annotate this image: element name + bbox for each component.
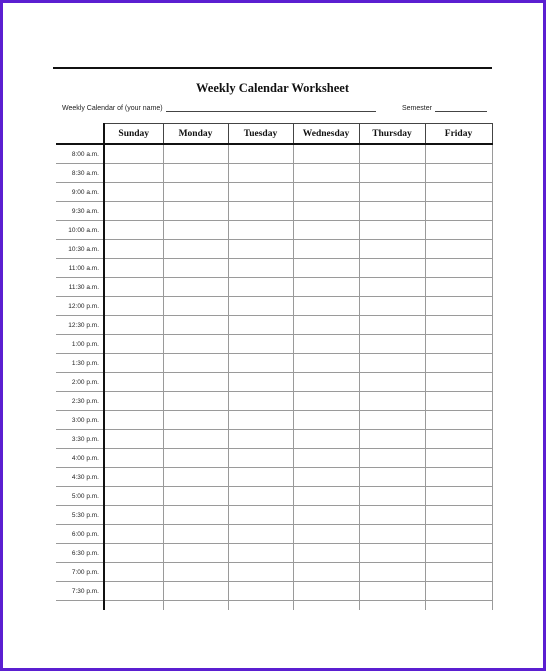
time-slot-row: [56, 430, 492, 449]
slot-cell[interactable]: [228, 144, 293, 164]
day-header: Monday: [163, 124, 228, 145]
slot-cell[interactable]: [163, 297, 228, 316]
slot-cell[interactable]: [104, 411, 163, 430]
slot-cell[interactable]: [425, 183, 492, 202]
slot-cell[interactable]: [104, 544, 163, 563]
slot-cell[interactable]: [104, 582, 163, 601]
time-label: 9:30 a.m.: [56, 202, 104, 221]
slot-cell[interactable]: [425, 430, 492, 449]
slot-cell[interactable]: [425, 544, 492, 563]
slot-cell[interactable]: [104, 259, 163, 278]
slot-cell[interactable]: [425, 259, 492, 278]
slot-cell[interactable]: [359, 240, 425, 259]
slot-cell[interactable]: [293, 354, 359, 373]
slot-cell[interactable]: [228, 183, 293, 202]
slot-cell[interactable]: [293, 164, 359, 183]
slot-cell[interactable]: [163, 430, 228, 449]
slot-cell[interactable]: [293, 430, 359, 449]
slot-cell[interactable]: [293, 487, 359, 506]
time-slot-row: [56, 582, 492, 601]
time-label: 2:30 p.m.: [56, 392, 104, 411]
slot-cell[interactable]: [293, 316, 359, 335]
slot-cell[interactable]: [228, 468, 293, 487]
slot-cell[interactable]: [359, 183, 425, 202]
slot-cell[interactable]: [104, 335, 163, 354]
slot-cell[interactable]: [359, 354, 425, 373]
slot-cell[interactable]: [104, 297, 163, 316]
slot-cell[interactable]: [293, 411, 359, 430]
slot-cell[interactable]: [104, 316, 163, 335]
slot-cell[interactable]: [293, 373, 359, 392]
time-slot-row: [56, 164, 492, 183]
time-slot-row: [56, 468, 492, 487]
top-rule: [53, 67, 492, 69]
name-line[interactable]: [166, 111, 376, 112]
slot-cell[interactable]: [425, 411, 492, 430]
slot-cell[interactable]: [163, 202, 228, 221]
time-label: 2:00 p.m.: [56, 373, 104, 392]
time-slot-row: [56, 221, 492, 240]
slot-cell[interactable]: [425, 506, 492, 525]
slot-cell[interactable]: [104, 354, 163, 373]
semester-field[interactable]: [402, 105, 487, 112]
slot-cell[interactable]: [359, 525, 425, 544]
semester-line[interactable]: [435, 111, 487, 112]
slot-cell[interactable]: [425, 601, 492, 611]
time-label: 12:30 p.m.: [56, 316, 104, 335]
slot-cell[interactable]: [293, 544, 359, 563]
slot-cell[interactable]: [359, 335, 425, 354]
slot-cell[interactable]: [163, 240, 228, 259]
time-label: 7:00 p.m.: [56, 563, 104, 582]
slot-cell[interactable]: [228, 449, 293, 468]
slot-cell[interactable]: [359, 449, 425, 468]
slot-cell[interactable]: [293, 278, 359, 297]
slot-cell[interactable]: [359, 278, 425, 297]
slot-cell[interactable]: [228, 164, 293, 183]
slot-cell[interactable]: [163, 354, 228, 373]
slot-cell[interactable]: [293, 335, 359, 354]
slot-cell[interactable]: [104, 487, 163, 506]
slot-cell[interactable]: [293, 506, 359, 525]
slot-cell[interactable]: [425, 354, 492, 373]
slot-cell[interactable]: [228, 544, 293, 563]
slot-cell[interactable]: [163, 164, 228, 183]
slot-cell[interactable]: [228, 316, 293, 335]
time-slot-row: [56, 601, 492, 611]
slot-cell[interactable]: [228, 582, 293, 601]
time-label: 1:30 p.m.: [56, 354, 104, 373]
day-header: Friday: [425, 124, 492, 145]
slot-cell[interactable]: [293, 582, 359, 601]
slot-cell[interactable]: [104, 164, 163, 183]
slot-cell[interactable]: [228, 430, 293, 449]
time-slot-row: [56, 240, 492, 259]
slot-cell[interactable]: [163, 259, 228, 278]
time-label: 8:00 a.m.: [56, 144, 104, 164]
slot-cell[interactable]: [359, 373, 425, 392]
slot-cell[interactable]: [163, 335, 228, 354]
slot-cell[interactable]: [425, 468, 492, 487]
slot-cell[interactable]: [293, 468, 359, 487]
slot-cell[interactable]: [228, 354, 293, 373]
slot-cell[interactable]: [163, 487, 228, 506]
time-slot-row: [56, 525, 492, 544]
slot-cell[interactable]: [104, 202, 163, 221]
time-slot-row: [56, 316, 492, 335]
slot-cell[interactable]: [104, 144, 163, 164]
slot-cell[interactable]: [163, 221, 228, 240]
slot-cell[interactable]: [163, 468, 228, 487]
slot-cell[interactable]: [163, 582, 228, 601]
name-field[interactable]: [62, 105, 376, 112]
slot-cell[interactable]: [163, 449, 228, 468]
slot-cell[interactable]: [163, 183, 228, 202]
slot-cell[interactable]: [104, 278, 163, 297]
slot-cell[interactable]: [228, 373, 293, 392]
day-header: Thursday: [359, 124, 425, 145]
slot-cell[interactable]: [425, 297, 492, 316]
time-slot-row: [56, 354, 492, 373]
slot-cell[interactable]: [359, 601, 425, 611]
slot-cell[interactable]: [104, 373, 163, 392]
time-slot-row: [56, 506, 492, 525]
semester-label: Semester: [402, 105, 432, 112]
slot-cell[interactable]: [228, 487, 293, 506]
slot-cell[interactable]: [293, 297, 359, 316]
slot-cell[interactable]: [425, 221, 492, 240]
slot-cell[interactable]: [293, 144, 359, 164]
slot-cell[interactable]: [359, 392, 425, 411]
slot-cell[interactable]: [163, 144, 228, 164]
slot-cell[interactable]: [425, 202, 492, 221]
time-label: 11:30 a.m.: [56, 278, 104, 297]
time-slot-row: [56, 487, 492, 506]
time-label: 8:30 a.m.: [56, 164, 104, 183]
slot-cell[interactable]: [293, 601, 359, 611]
slot-cell[interactable]: [359, 430, 425, 449]
slot-cell[interactable]: [228, 506, 293, 525]
time-label: [56, 601, 104, 611]
worksheet-title: Weekly Calendar Worksheet: [195, 81, 349, 95]
slot-cell[interactable]: [104, 449, 163, 468]
time-label: 1:00 p.m.: [56, 335, 104, 354]
slot-cell[interactable]: [359, 563, 425, 582]
slot-cell[interactable]: [104, 183, 163, 202]
slot-cell[interactable]: [104, 468, 163, 487]
slot-cell[interactable]: [104, 506, 163, 525]
time-label: 5:00 p.m.: [56, 487, 104, 506]
slot-cell[interactable]: [104, 563, 163, 582]
slot-cell[interactable]: [228, 259, 293, 278]
slot-cell[interactable]: [425, 582, 492, 601]
slot-cell[interactable]: [163, 563, 228, 582]
time-slot-row: [56, 563, 492, 582]
slot-cell[interactable]: [359, 582, 425, 601]
time-label: 3:30 p.m.: [56, 430, 104, 449]
slot-cell[interactable]: [425, 164, 492, 183]
slot-cell[interactable]: [163, 601, 228, 611]
time-slot-row: [56, 411, 492, 430]
time-label: 3:00 p.m.: [56, 411, 104, 430]
slot-cell[interactable]: [293, 259, 359, 278]
slot-cell[interactable]: [293, 563, 359, 582]
slot-cell[interactable]: [163, 544, 228, 563]
slot-cell[interactable]: [359, 144, 425, 164]
time-label: 11:00 a.m.: [56, 259, 104, 278]
slot-cell[interactable]: [228, 525, 293, 544]
header-row: [56, 124, 492, 145]
slot-cell[interactable]: [359, 411, 425, 430]
slot-cell[interactable]: [425, 525, 492, 544]
slot-cell[interactable]: [163, 316, 228, 335]
slot-cell[interactable]: [228, 240, 293, 259]
slot-cell[interactable]: [228, 411, 293, 430]
slot-cell[interactable]: [228, 297, 293, 316]
time-slot-row: [56, 144, 492, 164]
slot-cell[interactable]: [425, 392, 492, 411]
slot-cell[interactable]: [163, 411, 228, 430]
time-label: 5:30 p.m.: [56, 506, 104, 525]
slot-cell[interactable]: [293, 449, 359, 468]
slot-cell[interactable]: [425, 487, 492, 506]
slot-cell[interactable]: [359, 468, 425, 487]
slot-cell[interactable]: [425, 316, 492, 335]
slot-cell[interactable]: [163, 278, 228, 297]
slot-cell[interactable]: [359, 544, 425, 563]
slot-cell[interactable]: [104, 601, 163, 611]
slot-cell[interactable]: [425, 278, 492, 297]
time-slot-row: [56, 335, 492, 354]
slot-cell[interactable]: [359, 164, 425, 183]
calendar-grid: [56, 123, 493, 610]
slot-cell[interactable]: [228, 335, 293, 354]
slot-cell[interactable]: [359, 506, 425, 525]
time-slot-row: [56, 544, 492, 563]
time-label: 6:30 p.m.: [56, 544, 104, 563]
slot-cell[interactable]: [293, 525, 359, 544]
slot-cell[interactable]: [293, 183, 359, 202]
slot-cell[interactable]: [425, 563, 492, 582]
slot-cell[interactable]: [228, 202, 293, 221]
slot-cell[interactable]: [104, 221, 163, 240]
time-label: 9:00 a.m.: [56, 183, 104, 202]
time-slot-row: [56, 449, 492, 468]
slot-cell[interactable]: [425, 240, 492, 259]
time-slot-row: [56, 202, 492, 221]
corner-cell: [56, 124, 104, 145]
slot-cell[interactable]: [293, 240, 359, 259]
time-label: 12:00 p.m.: [56, 297, 104, 316]
slot-cell[interactable]: [359, 259, 425, 278]
day-header: Sunday: [104, 124, 163, 145]
slot-cell[interactable]: [293, 392, 359, 411]
time-slot-row: [56, 392, 492, 411]
day-header: Tuesday: [228, 124, 293, 145]
slot-cell[interactable]: [228, 563, 293, 582]
slot-cell[interactable]: [425, 335, 492, 354]
slot-cell[interactable]: [104, 240, 163, 259]
time-label: 6:00 p.m.: [56, 525, 104, 544]
slot-cell[interactable]: [425, 144, 492, 164]
slot-cell[interactable]: [163, 525, 228, 544]
slot-cell[interactable]: [163, 392, 228, 411]
slot-cell[interactable]: [104, 525, 163, 544]
slot-cell[interactable]: [228, 278, 293, 297]
slot-cell[interactable]: [163, 506, 228, 525]
time-label: 4:00 p.m.: [56, 449, 104, 468]
name-label: Weekly Calendar of (your name): [62, 105, 163, 112]
slot-cell[interactable]: [425, 449, 492, 468]
slot-cell[interactable]: [228, 221, 293, 240]
slot-cell[interactable]: [359, 487, 425, 506]
time-slot-row: [56, 259, 492, 278]
day-header: Wednesday: [293, 124, 359, 145]
slot-cell[interactable]: [359, 221, 425, 240]
slot-cell[interactable]: [359, 316, 425, 335]
slot-cell[interactable]: [104, 392, 163, 411]
slot-cell[interactable]: [163, 373, 228, 392]
slot-cell[interactable]: [359, 202, 425, 221]
time-slot-row: [56, 373, 492, 392]
slot-cell[interactable]: [228, 601, 293, 611]
time-slot-row: [56, 278, 492, 297]
slot-cell[interactable]: [228, 392, 293, 411]
time-label: 10:00 a.m.: [56, 221, 104, 240]
time-slot-row: [56, 183, 492, 202]
time-slot-row: [56, 297, 492, 316]
time-label: 10:30 a.m.: [56, 240, 104, 259]
slot-cell[interactable]: [293, 221, 359, 240]
slot-cell[interactable]: [425, 373, 492, 392]
slot-cell[interactable]: [104, 430, 163, 449]
slot-cell[interactable]: [359, 297, 425, 316]
slot-cell[interactable]: [293, 202, 359, 221]
time-label: 4:30 p.m.: [56, 468, 104, 487]
time-label: 7:30 p.m.: [56, 582, 104, 601]
